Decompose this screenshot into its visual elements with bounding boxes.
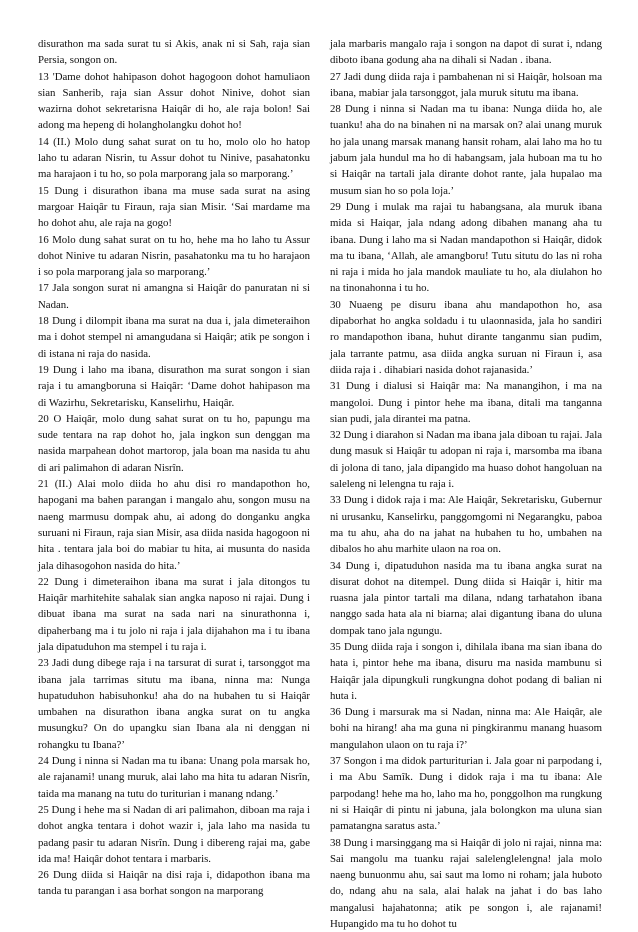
paragraph: 37 Songon i ma didok parturiturian i. Jala goar ni parpodang i, i ma Abu Samîk. Dung i didok raja i ma tu ibana: Ale parpodang! hehe ma ho, laho ma ho, ponggolhon ma rungkung ni si Haiqâr di pintu ni jabuna, jala bolongkon ma uluna sian pamatangna saratus asta.’ bbox=[330, 755, 602, 833]
paragraph: 26 Dung diida si Haiqâr na disi raja i, didapothon ibana ma tanda tu parangan i asa borhat songon na marporang bbox=[38, 869, 310, 898]
paragraph: 16 Molo dung sahat surat on tu ho, hehe ma ho laho tu Assur dohot Ninive tu adaran Nisrin, pasahatonku ma tu ho harajaon i so pola marporang jala so marporang.’ bbox=[38, 233, 310, 279]
paragraph: 38 Dung i marsinggang ma si Haiqâr di jolo ni rajai, ninna ma: Sai mangolu ma tuanku rajai salelenglelengna! jala molo naeng bunuonmu ahu, sai saut ma lomo ni roham; jala huboto do, ndang ahu na sala, alai halak na jahat i do bas laho mangalusi hajahatonna; atik pe songon i, ale rajanami! Hupangido ma tu ho dohot tu bbox=[330, 836, 602, 931]
paragraph: 18 Dung i dilompit ibana ma surat na dua i, jala dimeteraihon ma i dohot stempel ni amangudana si Haiqâr; atik pe songon i di istana ni raja do nasida. bbox=[38, 315, 310, 360]
right-column bbox=[330, 36, 602, 931]
paragraph: 32 Dung i diarahon si Nadan ma ibana jala diboan tu rajai. Jala dung masuk si Haiqâr tu adopan ni raja i, marsomba ma ibana di jolona di tano, jala dipangido ma huaso dohot hangoluan na saleleng ni lelengna tu raja i. bbox=[330, 429, 602, 491]
paragraph: 36 Dung i marsurak ma si Nadan, ninna ma: Ale Haiqâr, ale bohi na hirang! aha ma guna ni pingkiranmu manang huasom mangulahon ulaon on tu raja i?’ bbox=[330, 706, 602, 751]
paragraph: 30 Nuaeng pe disuru ibana ahu mandapothon ho, asa dipaborhat ho angka soldadu i tu ulaonnasida, jala ho sandiri ro mandapothon ibana, huhut dirante tanganmu sian pudim, jala tarrante patmu, asa diida angka suruan ni Firaun i, asa diida raja i . dihabiari nasida dohot rajanasida.’ bbox=[330, 298, 602, 376]
paragraph: 24 Dung i ninna si Nadan ma tu ibana: Unang pola marsak ho, ale rajanami! unang muruk, alai laho ma hita tu adaran Nisrîn, taida ma manang na tutu do turiturian i manang ndang.’ bbox=[38, 755, 310, 800]
paragraph: 15 Dung i disurathon ibana ma muse sada surat na asing margoar Haiqâr tu Firaun, raja sian Misir. ‘Sai mardame ma ho dohot ahu, ale raja na gogo! bbox=[38, 184, 310, 230]
paragraph: jala marbaris mangalo raja i songon na dapot di surat i, ndang diboto ibana godung aha na dihali si Nadan . ibana. bbox=[330, 38, 602, 67]
paragraph: disurathon ma sada surat tu si Akis, anak ni si Sah, raja sian Persia, songon on. bbox=[38, 38, 310, 67]
paragraph: 34 Dung i, dipatuduhon nasida ma tu ibana angka surat na disurat dohot na ditempel. Dung diida si Haiqâr i, hitir ma ruasna jala pintor tartali ma dilana, ndang tarhatahon ibana nanggo sada hata ala ni biarna; alai digantung ibana do uluna dompak tano jala ngungu. bbox=[330, 559, 602, 637]
paragraph: 22 Dung i dimeteraihon ibana ma surat i jala ditongos tu Haiqâr marhitehite sahalak sian angka naposo ni rajai. Dung i dibuat ibana ma surat na sada nari na sinurathonna i, dipaherbang ma i tu jolo ni raja i jala dijahahon ma i tu ibana jala dipatuduhon ma stempel i tu raja i. bbox=[38, 575, 310, 653]
paragraph: 29 Dung i mulak ma rajai tu habangsana, ala muruk ibana mida si Haiqar, jala ndang adong dibahen manang aha tu ibana. Dung i laho ma si Nadan mandapothon si Haiqâr, didok ma tu ibana, ‘Allah, ale amangboru! Tutu situtu do las ni roha ni raja i mida ho jala mandok mauliate tu ho, ala diulahon ho na tinonahonna i tu ho. bbox=[330, 200, 602, 295]
paragraph: 27 Jadi dung diida raja i pambahenan ni si Haiqâr, holsoan ma ibana, mabiar jala tarsonggot, jala muruk situtu ma ibana. bbox=[330, 70, 602, 99]
paragraph: 23 Jadi dung dibege raja i na tarsurat di surat i, tarsonggot ma ibana jala tarrimas situtu ma ibana, ninna ma: Nunga hupatuduhon habisuhonku! aha do na hubahen tu si Haiqâr umbahen na disurathon ibana angka surat on tu angka musungku? On do upangku sian Ibana ala ni denggan ni rohangku tu Ibana?’ bbox=[38, 657, 310, 751]
paragraph: 14 (II.) Molo dung sahat surat on tu ho, molo olo ho hatop laho tu adaran Nisrin, tu Assur dohot tu Ninive, pasahatonku ma harajaon i tu ho, so pola marporang jala so marporang.’ bbox=[38, 135, 310, 181]
paragraph: 13 'Dame dohot hahipason dohot hagogoon dohot hamuliaon sian Sanherib, raja sian Assur dohot Ninive, dohot sian wazirna dohot sekretarisna Haiqâr di ho, ale raja bolon! Sai adong ma hepeng di holangholangku dohot ho! bbox=[38, 70, 310, 132]
left-column bbox=[38, 36, 310, 902]
paragraph: 28 Dung i ninna si Nadan ma tu ibana: Nunga diida ho, ale tuanku! aha do na binahen ni na marsak on? alai unang muruk ho jala unang marsak manang hansit roham, alai laho ma ho tu jabum jala hundul ma ho di habangsam, jala huboan ma tu ho si Haiqâr na tartali jala dirante dohot rante, jala hupalao ma musum sian ho so pola loja.’ bbox=[330, 103, 602, 197]
paragraph: 35 Dung diida raja i songon i, dihilala ibana ma sian ibana do hata i, pintor hehe ma ibana, disuru ma nasida mambunu si Haiqâr jala dipungkuli rungkungna dohot podang di balian ni huta i. bbox=[330, 640, 602, 702]
paragraph: 19 Dung i laho ma ibana, disurathon ma surat songon i sian raja i tu amangboruna si Haiqâr: ‘Dame dohot hahipason ma di Wazirhu, Sekretarisku, Kanselirhu, Haiqâr. bbox=[38, 363, 310, 409]
paragraph: 17 Jala songon surat ni amangna si Haiqâr do panuratan ni si Nadan. bbox=[38, 282, 310, 311]
paragraph: 20 O Haiqâr, molo dung sahat surat on tu ho, papungu ma sude tentara na rap dohot ho, jala ingkon sun denggan ma nasida marpahean dohot martorop, jala boan ma nasida tu ahu di ari palimahon di adaran Nisrîn. bbox=[38, 412, 310, 474]
paragraph: 31 Dung i dialusi si Haiqâr ma: Na manangihon, i ma na mangoloi. Dung i pintor hehe ma ibana, ditali ma tanganna sian pudi, jala dirantei ma patna. bbox=[330, 380, 602, 425]
paragraph: 21 (II.) Alai molo diida ho ahu disi ro mandapothon ho, hapogani ma bahen parangan i mangalo ahu, songon musu na naeng marmusu dompak ahu, ai adong do donganku angka suruani ni Firaun, raja sian Misir, asa diida nasida hagogoon ni hita . tentara jala boi do mabiar tu hita, ai musunta do nasida jala dihasogohon nasida do hita.’ bbox=[38, 478, 310, 572]
paragraph: 25 Dung i hehe ma si Nadan di ari palimahon, diboan ma raja i dohot angka tentara i dohot wazir i, jala laho ma nasida tu padang pasir tu adaran Nisrîn. Dung i dibereng rajai ma, gabe ida ma! Haiqâr dohot tentara i marbaris. bbox=[38, 803, 310, 865]
paragraph: 33 Dung i didok raja i ma: Ale Haiqâr, Sekretarisku, Gubernur ni urusanku, Kanselirku, panggomgomi ni Negarangku, paboa ma tu ahu, aha do na jahat na hubahen tu ho, umbahen na dibalos ho ahu marhite ulaon na roa on. bbox=[330, 494, 602, 556]
